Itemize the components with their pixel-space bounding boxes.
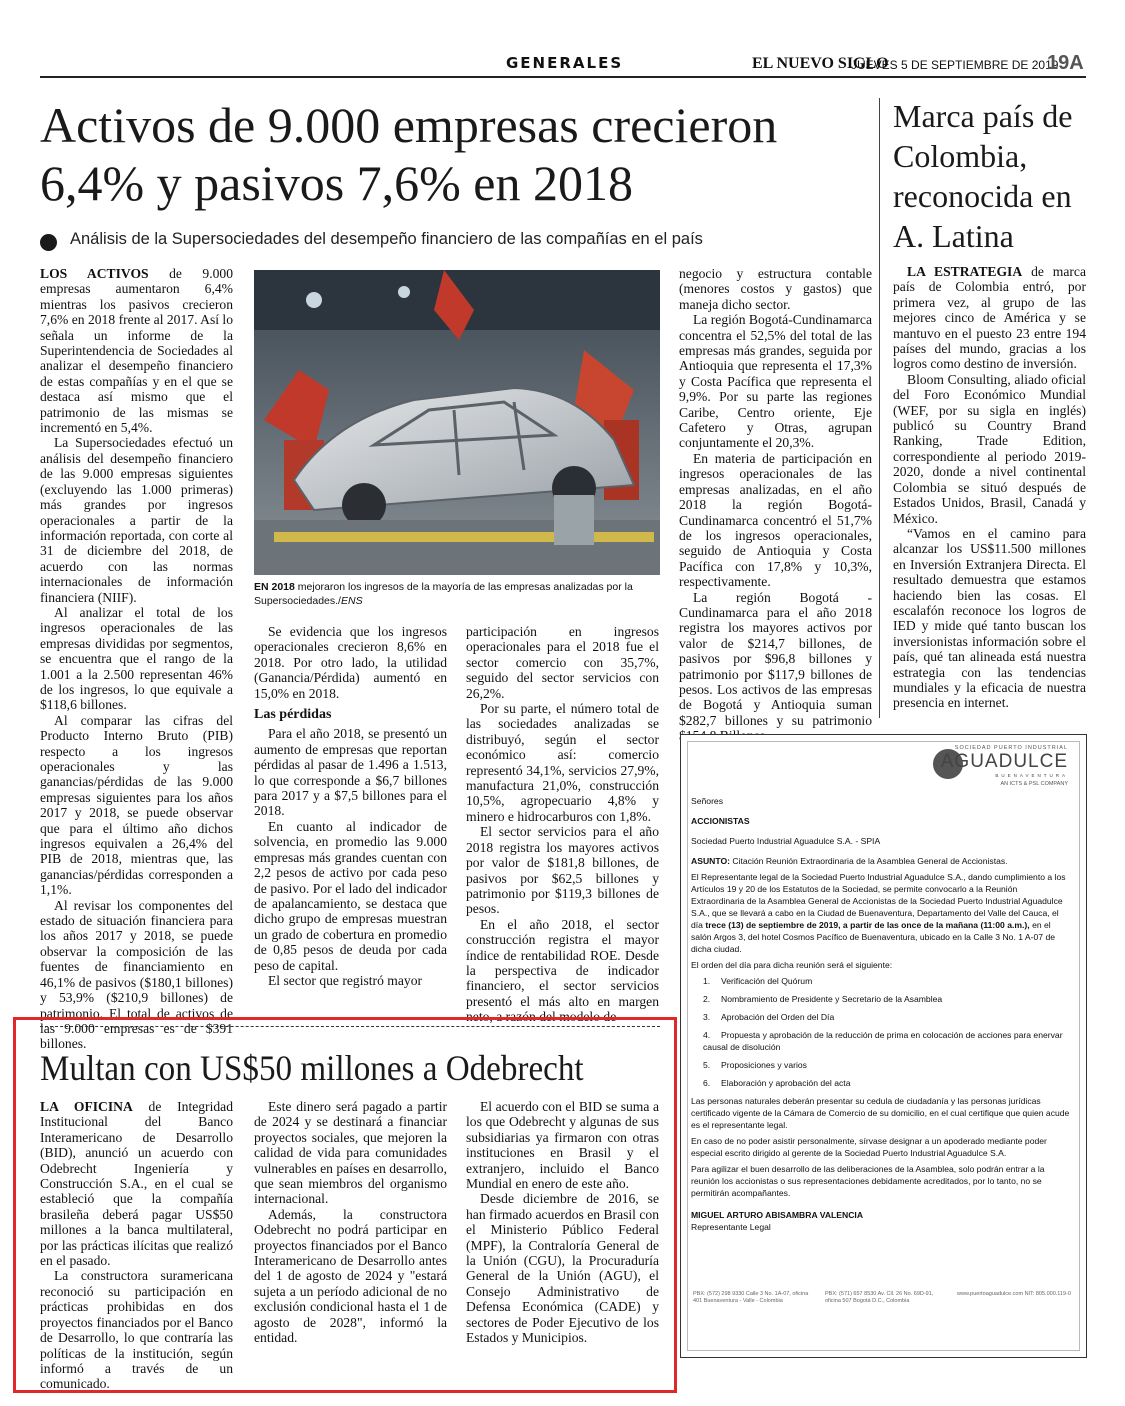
paragraph: “Vamos en el camino para alcanzar los US$11.500 millones en Inversión Extranjera Directa. El resultado demuestra que estamos haciendo bien las cosas. El escalafón reconoce los logros de IED y mide qué tanto buscan los inversionistas información sobre el país, qué tan alineada está nuestra estrategia con las tendencias mundiales y la eficacia de nuestra presencia en internet.	[893, 525, 1086, 711]
ad-body	[691, 795, 1071, 1237]
notice-paragraph: Las personas naturales deberán presentar su cedula de ciudadanía y las personas jurídicas certificado vigente de la Cámara de Comercio de su domicilio, en el cual certifique que quien acude es el representante legal.	[691, 1096, 1070, 1130]
agenda-list	[703, 975, 1071, 1089]
paragraph: Por su parte, el número total de las sociedades analizadas se distribuyó, según el sector económico así: comercio representó 34,1%, servicios 27,9%, manufactura 21,0%, construcción 10,5%, agropecuario 4,8% y minero e hidrocarburos con 1,8%.	[466, 701, 659, 824]
subject-line: ASUNTO: Citación Reunión Extraordinaria de la Asamblea General de Accionistas.	[691, 856, 1008, 866]
paragraph: de 9.000 empresas aumentaron 6,4% mientras los pasivos crecieron 7,6% en 2018 frente al 2017. Así lo señala un informe de la Superintendencia de Sociedades al analizar el desempeño financiero de estas compañías y en el que se destaca así mismo que el patrimonio de las mismas se incrementó en 5,4%.	[40, 266, 233, 436]
column-divider	[879, 98, 880, 718]
main-article-column-3	[466, 624, 659, 1025]
paragraph: Al comparar las cifras del Producto Interno Bruto (PIB) respecto a los ingresos operacionales y las ganancias/pérdidas de las 9.000 empresas siguientes para los años 2017 y 2018, se puede observar que para el último año dichos ingresos equivalen a 26,4% del PIB de 2018, mientras que, las ganancias/pérdidas corresponden a 1,1%.	[40, 712, 233, 898]
factory-photo	[254, 270, 660, 575]
notice-paragraph: En caso de no poder asistir personalmente, sírvase designar a un apoderado mediante poder especial escrito dirigido al gerente de la Sociedad Puerto Industrial Aguadulce S.A.	[691, 1136, 1047, 1158]
paragraph: Este dinero será pagado a partir de 2024 y se destinará a financiar proyectos sociales, que mejoren la calidad de vida para comunidades vulnerables en países en desarrollo, que sean miembros del organismo internacional.	[254, 1099, 447, 1207]
lead-in: LOS ACTIVOS	[40, 266, 149, 281]
paragraph: Desde diciembre de 2016, se han firmado acuerdos en Brasil con el Ministerio Público Federal (MPF), la Contraloría General de la Unión (CGU), la Procuraduría General de la Unión (AGU), el Consejo Administrativo de Defensa Económica (CADE) y sectores de Poder Ejecutivo de los Estados y Municipios.	[466, 1191, 659, 1346]
paragraph: La región Bogotá - Cundinamarca para el año 2018 registra los mayores activos por valor de $214,7 billones, de pasivos por $96,8 billones y patrimonio por $117,9 billones de pesos. Los activos de las empresas de Bogotá y Antioquia suman $282,7 billones y su patrimonio	[679, 589, 872, 728]
footer-web: www.puertoaguadulce.com NIT: 805.000.119-0	[957, 1291, 1071, 1297]
agenda-item: 1. Verificación del Quórum	[703, 976, 813, 986]
bottom-article-headline: Multan con US$50 millones a Odebrecht	[40, 1048, 584, 1088]
paragraph: El sector servicios para el año 2018 registra los mayores activos por valor de $181,8 billones, de pasivos por $62,5 billones y patrimonio por $119,3 billones de pesos.	[466, 824, 659, 917]
headline-line-2: 6,4% y pasivos 7,6% en 2018	[40, 155, 633, 211]
paragraph: de marca país de Colombia entró, por primera vez, al grupo de las mejores cinco de América y se mantuvo en el puesto 23 entre 194 países del mundo, gracias a los logros como destino de inversión.	[893, 264, 1087, 372]
agenda-item: 2. Nombramiento de Presidente y Secretario de la Asamblea	[703, 994, 943, 1004]
car-assembly-illustration	[254, 270, 660, 575]
headline-line-1: Activos de 9.000 empresas crecieron	[40, 97, 778, 153]
main-headline	[40, 96, 870, 212]
agenda-intro: El orden del día para dicha reunión será el siguiente:	[691, 960, 893, 970]
main-subhead: Análisis de la Supersociedades del desempeño financiero de las compañías en el país	[70, 230, 703, 248]
footer-address-1: PBX: (572) 298 9330 Calle 3 No. 1A-07, oficina 401 Buenaventura - Valle - Colombia	[693, 1291, 809, 1304]
paragraph: El sector que registró mayor	[268, 972, 423, 988]
paragraph: En cuanto al indicador de solvencia, en promedio las 9.000 empresas más grandes cuentan con 2,2 pesos de activo por cada peso de pasivo. Por el lado del indicador de apalancamiento, se destaca que dicho grupo de empresas muestran un grado de cobertura en promedio de 0,85 pesos de deuda por cada peso de capital.	[254, 818, 447, 973]
issue-date: JUEVES 5 DE SEPTIEMBRE DE 2019	[851, 58, 1059, 72]
aguadulce-logo	[928, 745, 1068, 790]
ad-footer	[693, 1291, 1073, 1339]
photo-caption	[254, 580, 660, 608]
paragraph: En el año 2018, el sector construcción registra el mayor índice de rentabilidad ROE. Desde la perspectiva de indicador financiero, el sector servicios presentó el más alto en margen neto, a razón del modelo de	[466, 916, 659, 1025]
bullet-icon	[40, 234, 57, 251]
section-subhead: Las pérdidas	[254, 707, 332, 723]
paragraph: Además, la constructora Odebrecht no podrá participar en proyectos financiados por el Banco Interamericano de Desarrollo antes del 1 de agosto de 2024 y "estará sujeta a un período adicional de no exclusión condicional hasta el 1 de agosto de 2028", informó la entidad.	[254, 1206, 447, 1346]
agenda-item: 4. Propuesta y aprobación de la reducción de prima en colocación de acciones para enervar causal de disolución	[703, 1030, 1063, 1052]
notice-paragraph: El Representante legal de la Sociedad Puerto Industrial Aguadulce S.A., dando cumplimiento a los Artículos 19 y 20 de los Estatutos de la Sociedad, se permite convocarlo a la Reunión Extraordinaria de la Asamblea General de Accionistas de la Sociedad Puerto Industrial Aguadulce S.A., que se llevará a cabo en la Ciudad de Buenaventura, Departamento del Valle del Cauca, el día trece (13) de septiembre de 2019, a partir de las once de la mañana (11:00 a.m.), en el salón Argos 3, del hotel Cosmos Pacífico de Buenaventura, ubicado en la Calle 3 No. 1 A-07 de dicha ciudad.	[691, 872, 1066, 954]
paragraph: Para el año 2018, se presentó un aumento de empresas que reportan pérdidas al pasar de 1.496 a 1.513, lo que corresponde a $6,7 billones para 2017 y a $7,5 billones para el 2018.	[254, 726, 447, 819]
company-name: Sociedad Puerto Industrial Aguadulce S.A. - SPIA	[691, 836, 881, 846]
newspaper-name: EL NUEVO SIGLO	[752, 55, 889, 72]
paragraph: En materia de participación en ingresos operacionales de las empresas analizadas, en el año 2018 la región Bogotá-Cundinamarca concentró el 51,7% de los ingresos operacionales, seguido de Antioquia y Costa Pacífica con 17,8% y 10,3%, respectivamente.	[679, 450, 872, 590]
caption-lead: EN 2018	[254, 581, 295, 593]
side-article-body	[893, 264, 1086, 711]
caption-text: mejoraron los ingresos de la mayoría de las empresas analizadas por la Supersociedades./	[254, 581, 633, 607]
logo-main-text: AGUADULCE	[940, 751, 1068, 772]
lead-in: LA ESTRATEGIA	[907, 264, 1023, 279]
paragraph: La región Bogotá-Cundinamarca concentra el 52,5% del total de las empresas más grandes, seguida por Antioquia que representa el 17,3% y Costa Pacífica que representa el 9,9%. Por su parte las regiones Caribe, Centro oriente, Eje Cafetero y Otras, agrupan conjuntamente el 20,3%.	[679, 312, 872, 451]
main-article-column-2	[254, 624, 447, 988]
paragraph: Al revisar los componentes del estado de situación financiera para los años 2017 y 2018, se puede observar la composición de las fuentes de financiamiento en 46,1% de pasivos ($180,1 billones) y 53,9% ($210,9 billones) de patrimonio. El total de activos de las 9.000 empresas es de $391 billones.	[40, 897, 233, 1052]
main-article-column-4	[679, 266, 872, 744]
logo-top-text: SOCIEDAD PUERTO INDUSTRIAL	[954, 745, 1068, 751]
recipient: ACCIONISTAS	[691, 816, 750, 826]
salutation: Señores	[691, 796, 724, 806]
agenda-item: 3. Aprobación del Orden del Día	[703, 1012, 835, 1022]
paragraph: La constructora suramericana reconoció su participación en prácticas prohibidas en dos proyectos financiados por el Banco de Desarrollo, lo que contraría las políticas de la institución, según informó a través de un comunicado.	[40, 1268, 233, 1392]
lead-in: LA OFICINA	[40, 1099, 133, 1114]
agenda-item: 6. Elaboración y aprobación del acta	[703, 1078, 851, 1088]
agenda-item: 5. Proposiciones y varios	[703, 1060, 807, 1070]
paragraph: Al analizar el total de los ingresos operacionales de las empresas divididas por segmentos, se encuentra que el rango de la 1.001 a la 2.500 representan 46% de los ingresos, lo que equivale a $118,6 billones.	[40, 604, 233, 713]
paragraph: El acuerdo con el BID se suma a los que Odebrecht y algunas de sus subsidiarias ya firmaron con otras instituciones en Brasil y el extranjero, incluido el Banco Mundial en enero de este año.	[466, 1099, 659, 1192]
page-number: 19A	[1047, 52, 1084, 74]
highlight-box	[13, 1017, 677, 1393]
paragraph: Bloom Consulting, aliado oficial del Foro Económico Mundial (WEF, por su sigla en inglés) publicó su Country Brand Ranking, Trade Edition, correspondiente al periodo 2019-2020, donde a nivel continental Colombia se situó después de Estados Unidos, Brasil, Canadá y México.	[893, 371, 1086, 526]
section-name: GENERALES	[506, 54, 624, 72]
shareholder-notice-ad	[680, 734, 1087, 1358]
signer-title: Representante Legal	[691, 1222, 771, 1232]
paragraph: negocio y estructura contable (menores costos y gastos) que maneja dicho sector.	[679, 266, 872, 312]
paragraph: de Integridad Institucional del Banco Interamericano de Desarrollo (BID), anunció un acuerdo con Odebrecht Ingeniería y Construcción S.A., en el cual se estableció que la compañía brasileña deberá pagar US$50 millones a la banca multilateral, por las prácticas ilícitas que realizó en el pasado.	[40, 1099, 233, 1269]
signer-name: MIGUEL ARTURO ABISAMBRA VALENCIA	[691, 1210, 864, 1220]
header-rule	[40, 76, 1086, 78]
main-article-column-1	[40, 266, 233, 1052]
photo-credit: ENS	[340, 595, 363, 607]
paragraph: Se evidencia que los ingresos operacionales crecieron 8,6% en 2018. Por otro lado, la utilidad (Ganancia/Pérdida) aumentó en 15,0% en 2018.	[254, 624, 447, 701]
paragraph: La Supersociedades efectuó un análisis del desempeño financiero de las 9.000 empresas siguientes (excluyendo las 1.000 primeras) más grandes por ingresos operacionales a partir de la información reportada, con corte al 31 de diciembre del 2018, de acuerdo con las normas internacionales de información financiera (NIIF).	[40, 435, 233, 605]
footer-address-2: PBX: (571) 657 8530 Av. Cll. 26 No. 69D-91, oficina 507 Bogotá D.C., Colombia	[825, 1291, 934, 1304]
paragraph: participación en ingresos operacionales para el 2018 fue el sector comercio con 35,7%, seguido del sector servicios con 26,2%.	[466, 624, 659, 701]
side-article-title: Marca país de Colombia, reconocida en A. Latina	[893, 98, 1073, 254]
notice-paragraph: Para agilizar el buen desarrollo de las deliberaciones de la Asamblea, solo podrán entrar a la reunión los accionistas o sus representaciones debidamente acreditados, por lo tanto, no se permitirán acompañantes.	[691, 1164, 1045, 1198]
logo-tag-text: AN ICTS & PSL COMPANY	[1000, 781, 1068, 787]
logo-sub-text: BUENAVENTURA	[995, 773, 1068, 778]
